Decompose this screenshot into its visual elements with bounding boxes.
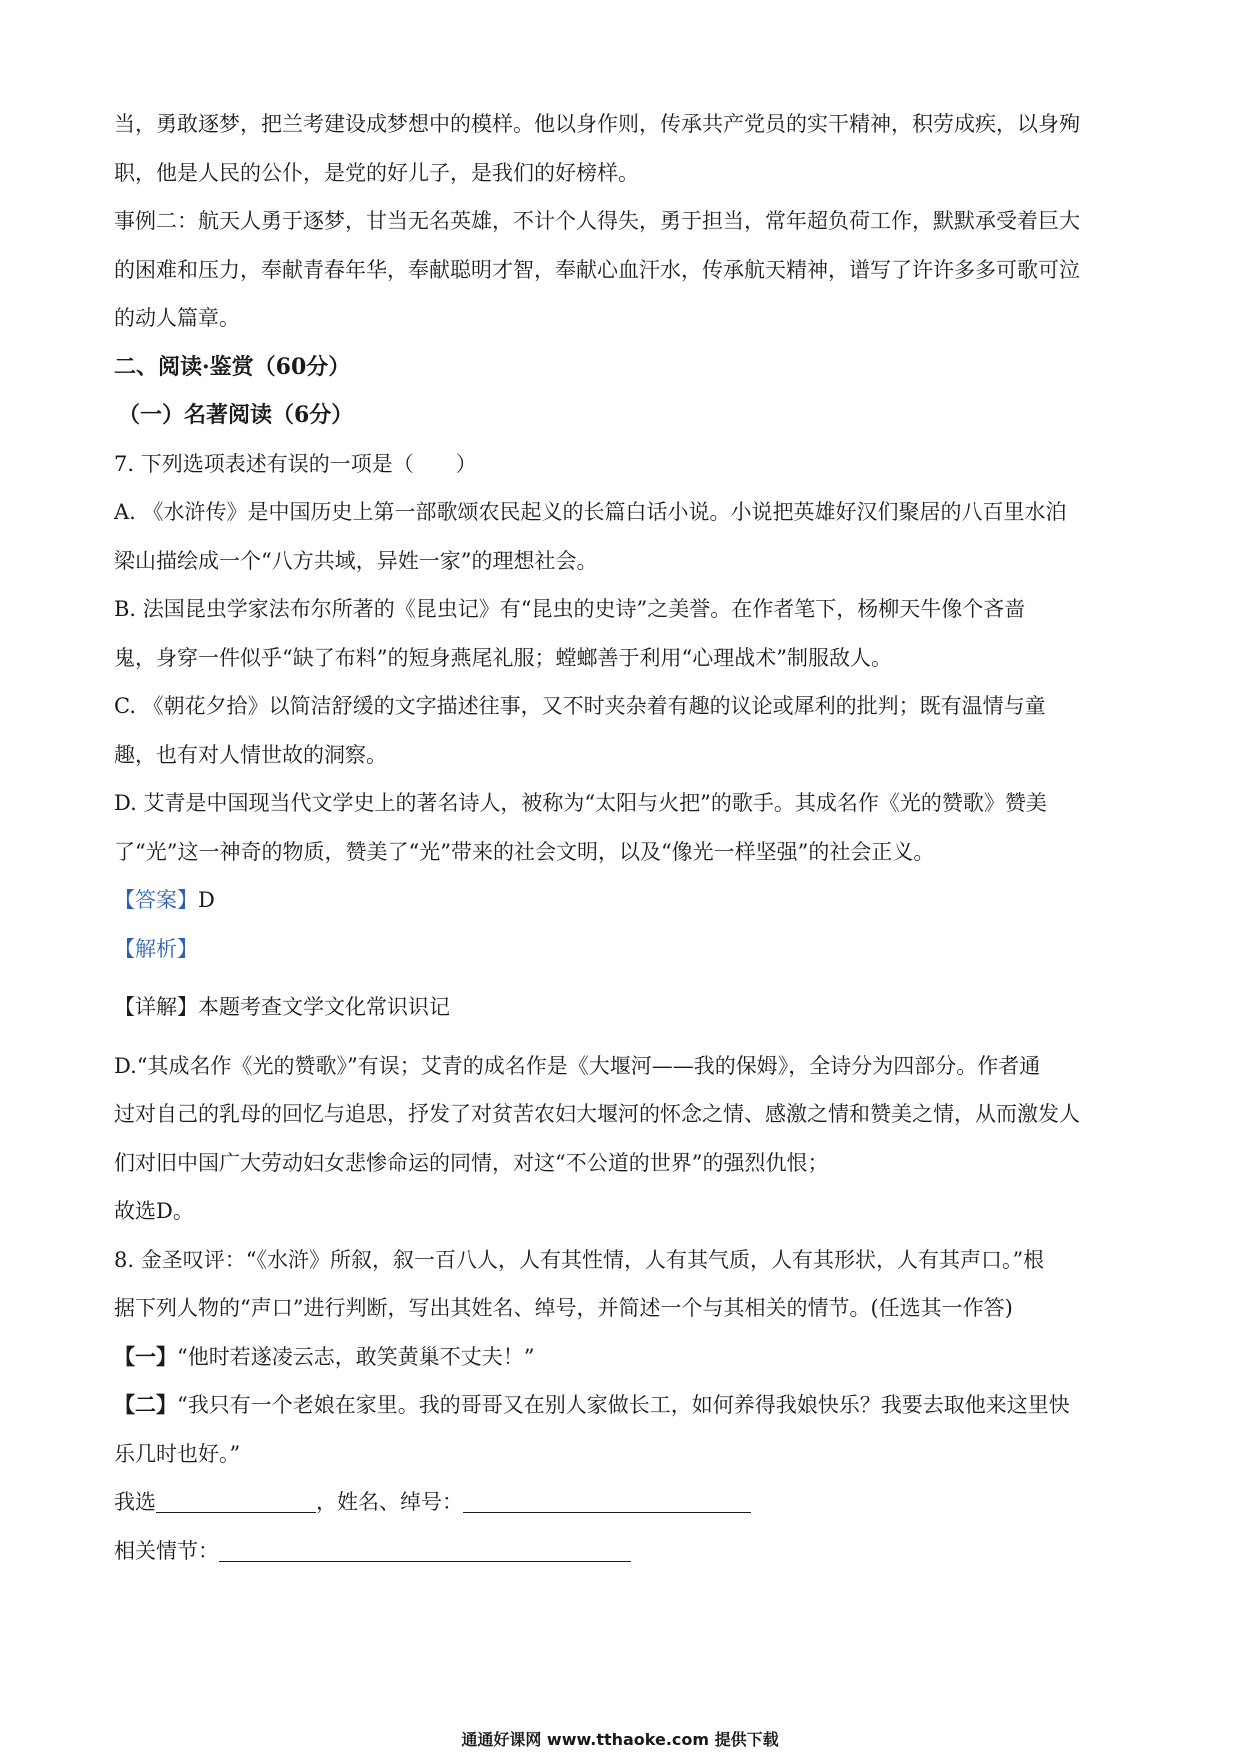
footer-credit: 通通好课网 www.tthaoke.com 提供下载 (461, 1730, 779, 1749)
conclusion-line: 故选D。 (114, 1199, 194, 1223)
quote-item-1 (114, 1333, 1134, 1382)
explain-line: 们对旧中国广大劳动妇女悲惨命运的同情，对这“不公道的世界”的强烈仇恨； (114, 1150, 829, 1175)
section-title: 二、阅读·鉴赏（60分） (114, 353, 351, 380)
quote-item-2-cont: 乐几时也好。” (114, 1441, 241, 1466)
plot-blank-line (114, 1527, 1134, 1576)
text-line: 当，勇敢逐梦，把兰考建设成梦想中的模样。他以身作则，传承共产党员的实干精神，积劳成疾，以身殉 (114, 112, 1080, 136)
analysis-label: 【解析】 (114, 936, 198, 961)
answer-value: D (198, 888, 215, 912)
question-8-stem: 8. 金圣叹评：“《水浒》所叙，叙一百八人，人有其性情，人有其气质，人有其形状，人有其声口。”根 (114, 1247, 1045, 1272)
answer-line (114, 876, 1134, 925)
option-a-line: 梁山描绘成一个“八方共域，异姓一家”的理想社会。 (114, 548, 598, 573)
answer-label: 【答案】 (114, 888, 198, 912)
choice-blank[interactable] (156, 1488, 316, 1513)
item-2-text: “我只有一个老娘在家里。我的哥哥又在别人家做长工，如何养得我娘快乐？我要去取他来这里快 (177, 1393, 1070, 1417)
option-c-line: C. 《朝花夕拾》以简洁舒缓的文字描述往事，又不时夹杂着有趣的议论或犀利的批判；既有温情与童 (114, 694, 1046, 718)
question-8-stem: 据下列人物的“声口”进行判断，写出其姓名、绰号，并简述一个与其相关的情节。(任选其一作答) (114, 1296, 1013, 1320)
explain-line: D.“其成名作《光的赞歌》”有误；艾青的成名作是《大堰河——我的保姆》，全诗分为四部分。作者通 (114, 1053, 1041, 1078)
option-d-line: 了“光”这一神奇的物质，赞美了“光”带来的社会文明，以及“像光一样坚强”的社会正义。 (114, 839, 935, 864)
plot-label: 相关情节： (114, 1538, 219, 1563)
plot-blank[interactable] (219, 1537, 631, 1562)
question-7-stem: 7. 下列选项表述有误的一项是（ ） (114, 451, 477, 476)
item-1-label: 【一】 (114, 1343, 177, 1369)
answer-blank-line (114, 1478, 1134, 1527)
option-b-line: B. 法国昆虫学家法布尔所著的《昆虫记》有“昆虫的史诗”之美誉。在作者笔下，杨柳天牛像个吝啬 (114, 597, 1026, 621)
item-1-text: “他时若遂凌云志，敢笑黄巢不丈夫！” (177, 1344, 535, 1369)
choose-label: 我选 (114, 1490, 156, 1514)
name-label: ，姓名、绰号： (316, 1490, 463, 1514)
subsection-title: （一）名著阅读（6分） (118, 402, 354, 428)
detail-line: 【详解】本题考查文学文化常识识记 (114, 995, 450, 1019)
name-blank[interactable] (463, 1488, 751, 1513)
item-2-label: 【二】 (114, 1392, 177, 1417)
text-line: 事例二：航天人勇于逐梦，甘当无名英雄，不计个人得失，勇于担当，常年超负荷工作，默默承受着巨大 (114, 209, 1080, 233)
option-a-line: A. 《水浒传》是中国历史上第一部歌颂农民起义的长篇白话小说。小说把英雄好汉们聚居的八百里水泊 (114, 500, 1067, 524)
quote-item-2 (114, 1381, 1134, 1430)
text-line: 职，他是人民的公仆，是党的好儿子，是我们的好榜样。 (114, 160, 639, 185)
explain-line: 过对自己的乳母的回忆与追思，抒发了对贫苦农妇大堰河的怀念之情、感激之情和赞美之情，从而激发人 (114, 1102, 1080, 1126)
document-body (114, 100, 1134, 1575)
text-line: 的动人篇章。 (114, 306, 240, 330)
option-c-line: 趣，也有对人情世故的洞察。 (114, 742, 387, 767)
text-line: 的困难和压力，奉献青春年华，奉献聪明才智，奉献心血汗水，传承航天精神，谱写了许许多多可歌可泣 (114, 257, 1080, 282)
option-d-line: D. 艾青是中国现当代文学史上的著名诗人，被称为“太阳与火把”的歌手。其成名作《光的赞歌》赞美 (114, 791, 1047, 815)
option-b-line: 鬼，身穿一件似乎“缺了布料”的短身燕尾礼服；螳螂善于利用“心理战术”制服敌人。 (114, 645, 892, 670)
